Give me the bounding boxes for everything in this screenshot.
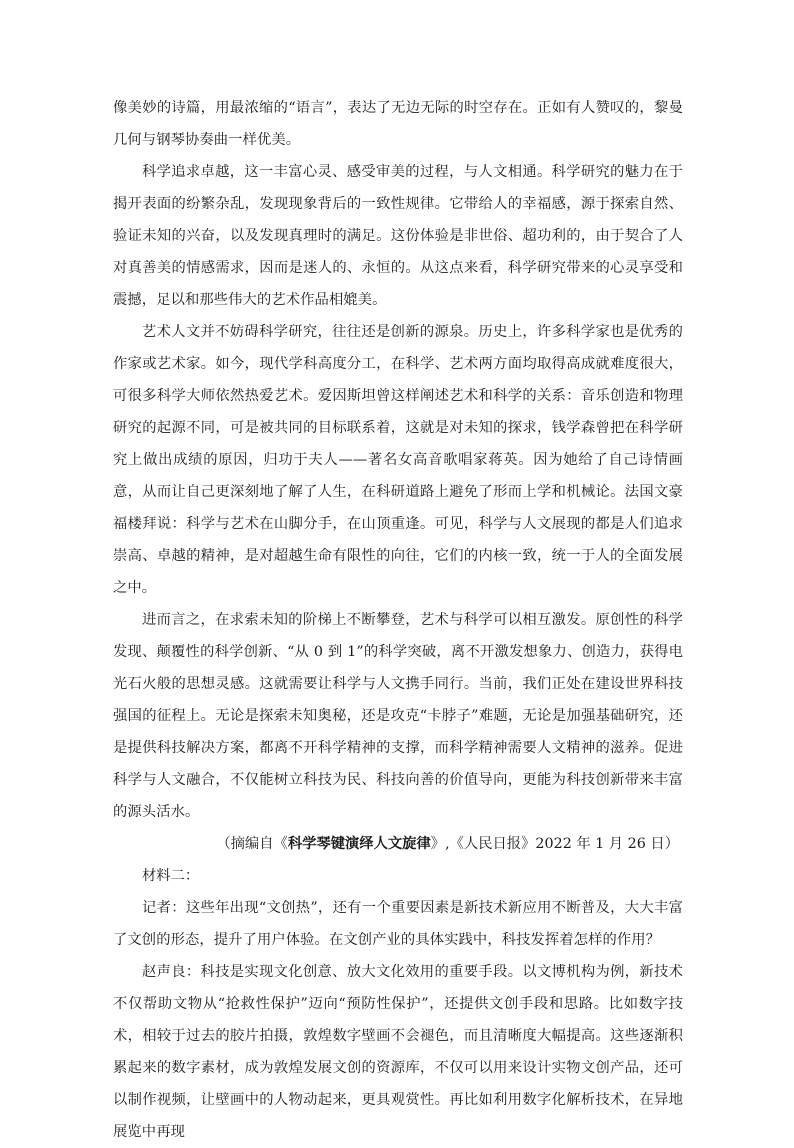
paragraph-interview-question: 记者：这些年出现“文创热”，还有一个重要因素是新技术新应用不断普及，大大丰富了文创的形态，提升了用户体验。在文创产业的具体实践中，科技发挥着怎样的作用？ xyxy=(113,900,683,948)
paragraph-continuation: 像美妙的诗篇，用最浓缩的“语言”，表达了无边无际的时空存在。正如有人赞叹的，黎曼几何与钢琴协奏曲一样优美。 xyxy=(113,100,683,148)
paragraph-art-humanities: 艺术人文并不妨碍科学研究，往往还是创新的源泉。历史上，许多科学家也是优秀的作家或艺术家。如今，现代学科高度分工，在科学、艺术两方面均取得高成就难度很大，可很多科学大师依然热爱艺术。爱因斯坦曾这样阐述艺术和科学的关系：音乐创造和物理研究的起源不同，可是被共同的目标联系着，这就是对未知的探求，钱学森曾把在科学研究上做出成绩的原因，归功于夫人——著名女高音歌唱家蒋英。因为她给了自己诗情画意，从而让自己更深刻地了解了人生，在科研道路上避免了形而上学和机械论。法国文豪福楼拜说：科学与艺术在山脚分手，在山顶重逢。可见，科学与人文展现的都是人们追求崇高、卓越的精神，是对超越生命有限性的向往，它们的内核一致，统一于人的全面发展之中。 xyxy=(113,324,683,596)
citation-title: 科学琴键演绎人文旋律 xyxy=(287,836,431,852)
paragraph-science-pursuit: 科学追求卓越，这一丰富心灵、感受审美的过程，与人文相通。科学研究的魅力在于揭开表面的纷繁杂乱，发现现象背后的一致性规律。它带给人的幸福感，源于探索自然、验证未知的兴奋，以及发现真理时的满足。这份体验是非世俗、超功利的，由于契合了人对真善美的情感需求，因而是迷人的、永恒的。从这点来看，科学研究带来的心灵享受和震撼，足以和那些伟大的艺术作品相媲美。 xyxy=(113,164,683,308)
source-citation xyxy=(113,828,683,860)
document-page xyxy=(113,92,683,1148)
material-two-heading: 材料二： xyxy=(142,868,200,884)
citation-prefix: （摘编自《 xyxy=(216,836,288,852)
paragraph-mutual-inspiration: 进而言之，在求索未知的阶梯上不断攀登，艺术与科学可以相互激发。原创性的科学发现、颠覆性的科学创新、“从 0 到 1”的科学突破，离不开激发想象力、创造力，获得电光石火般的思想灵感。这就需要让科学与人文携手同行。当前，我们正处在建设世界科技强国的征程上。无论是探索未知奥秘，还是攻克“卡脖子”难题，无论是加强基础研究，还是提供科技解决方案，都离不开科学精神的支撑，而科学精神需要人文精神的滋养。促进科学与人文融合，不仅能树立科技为民、科技向善的价值导向，更能为科技创新带来丰富的源头活水。 xyxy=(113,612,683,820)
paragraph-interview-answer: 赵声良：科技是实现文化创意、放大文化效用的重要手段。以文博机构为例，新技术不仅帮助文物从“抢救性保护”迈向“预防性保护”，还提供文创手段和思路。比如数字技术，相较于过去的胶片拍摄，敦煌数字壁画不会褪色，而且清晰度大幅提高。这些逐渐积累起来的数字素材，成为敦煌发展文创的资源库，不仅可以用来设计实物文创产品，还可以制作视频，让壁画中的人物动起来，更具观赏性。再比如利用数字化解析技术，在异地展览中再现 xyxy=(113,964,683,1140)
citation-suffix: 》,《人民日报》2022 年 1 月 26 日） xyxy=(430,836,679,852)
